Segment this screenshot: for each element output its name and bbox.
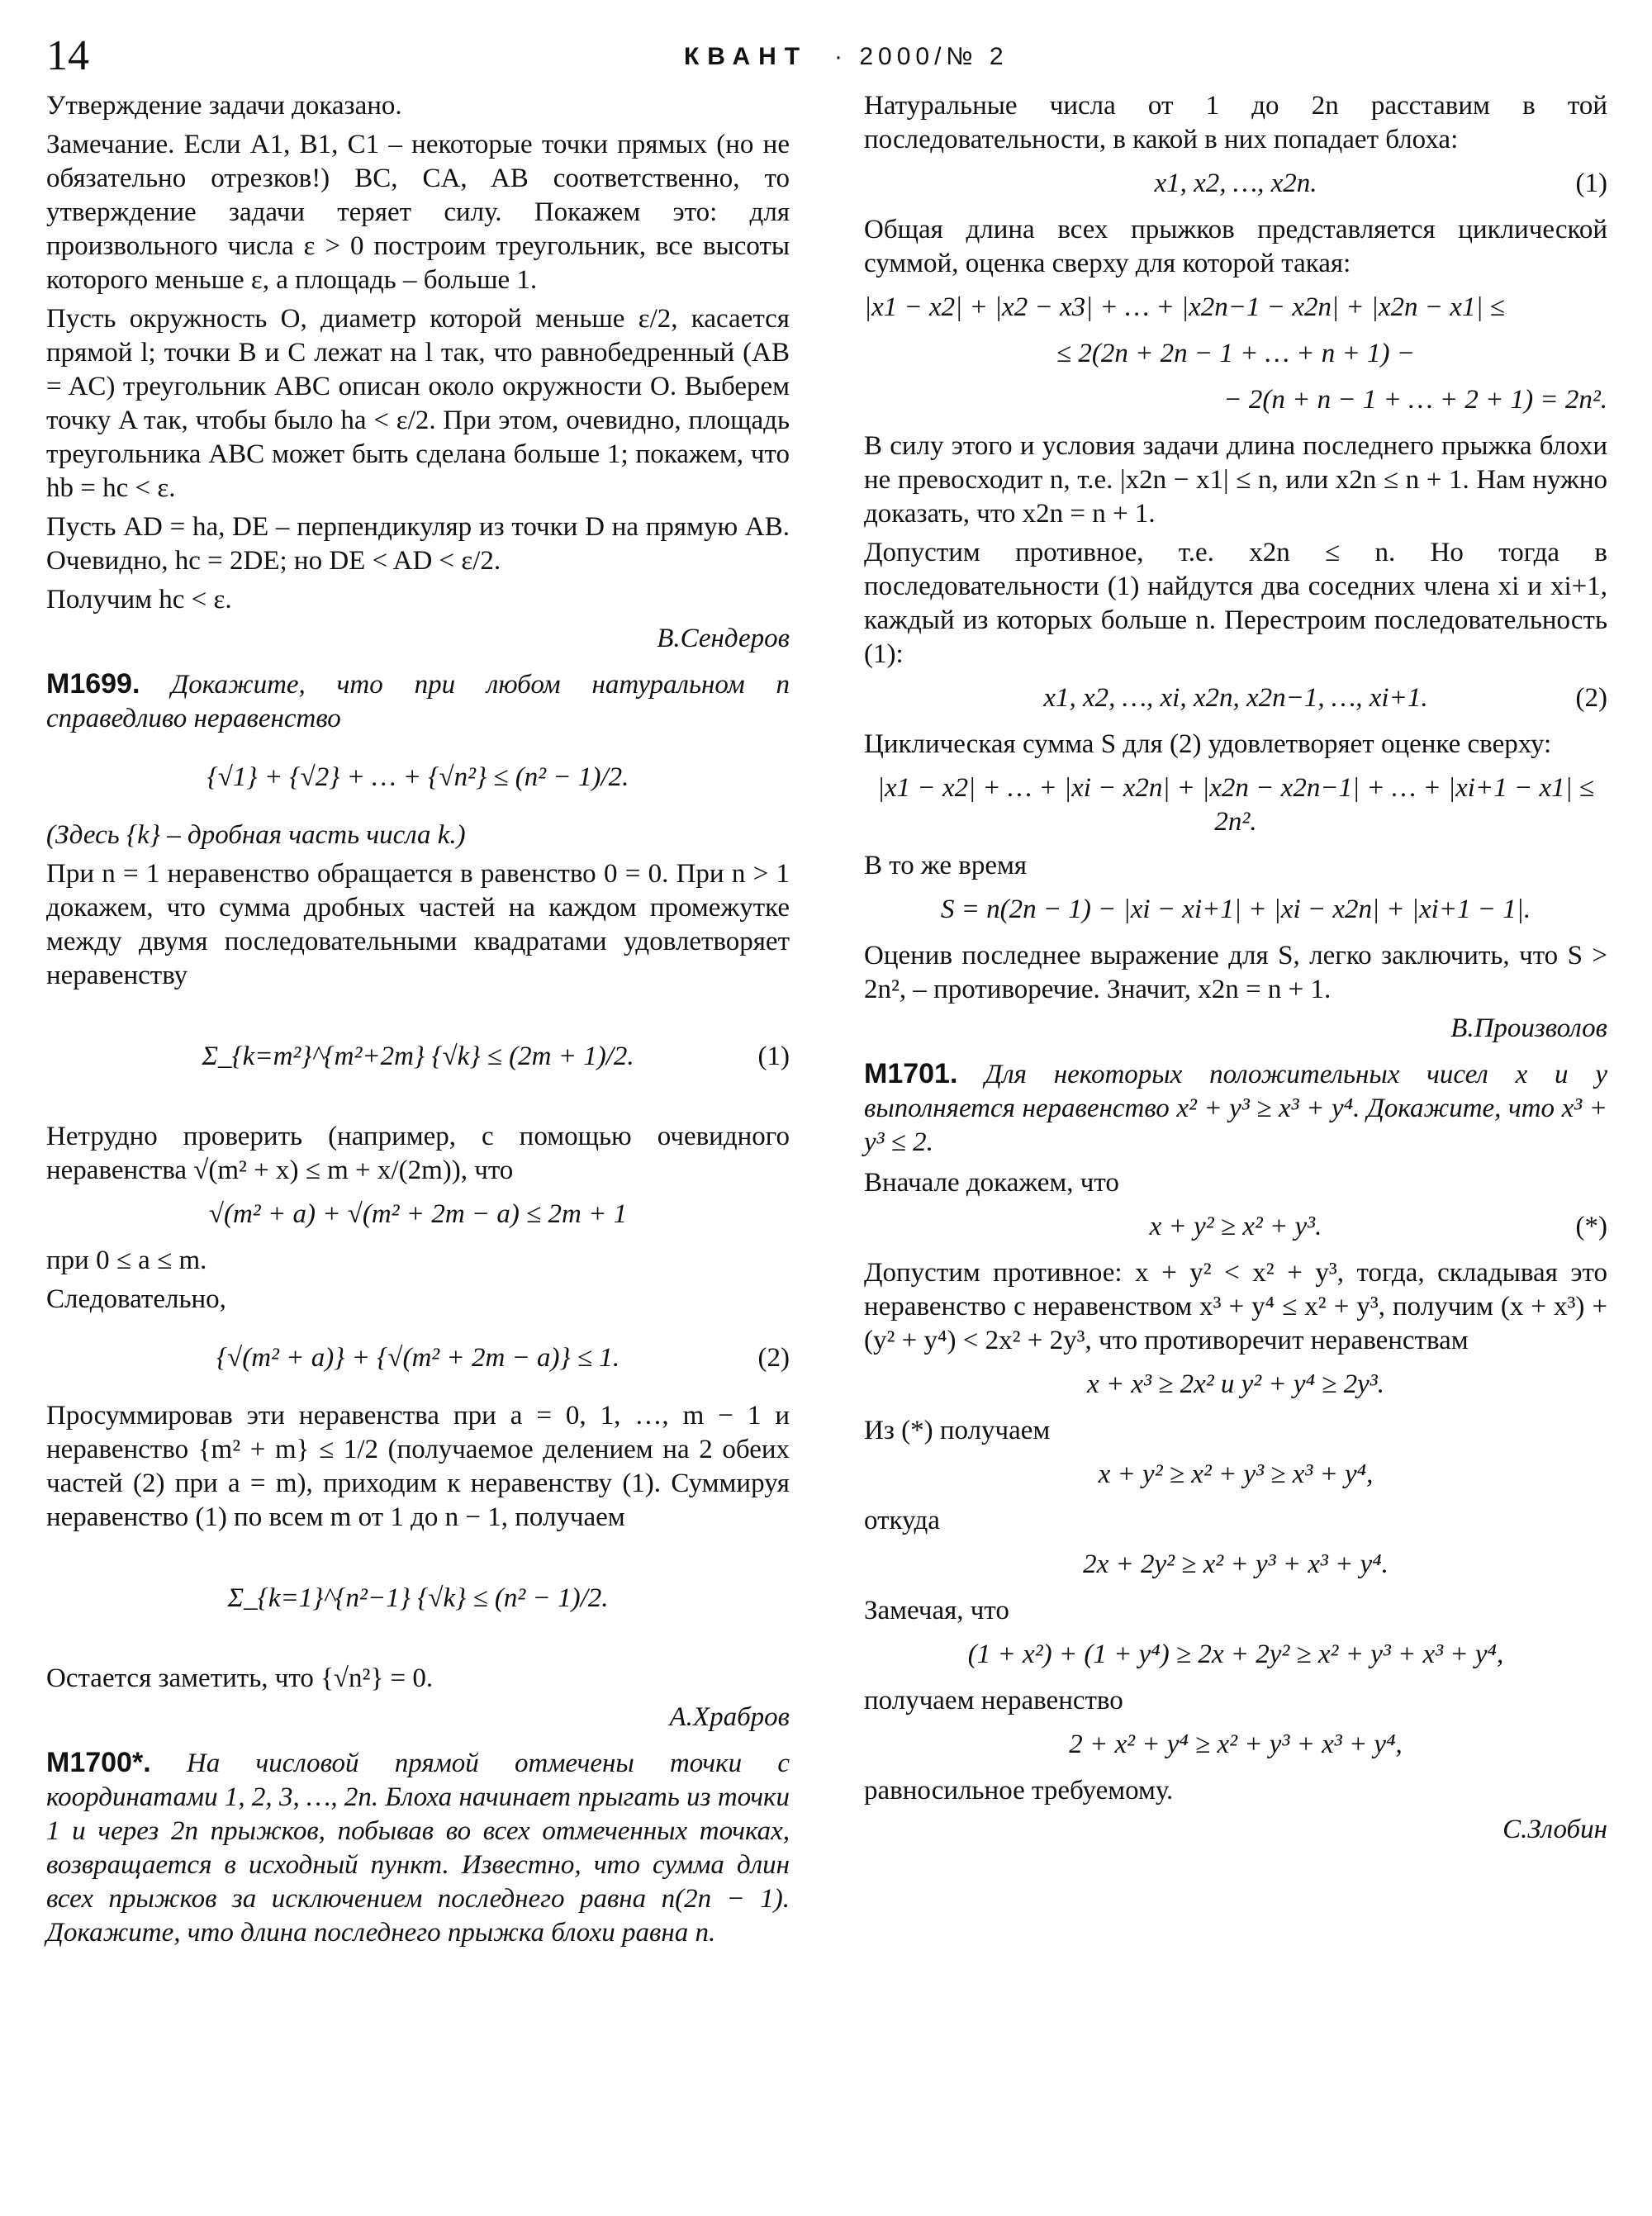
formula: |x1 − x2| + … + |xi − x2n| + |x2n − x2n−1| + … + |xi+1 − x1| ≤ 2n². xyxy=(876,773,1595,837)
paragraph: откуда xyxy=(864,1506,940,1535)
paragraph: Получим hc < ε. xyxy=(46,585,232,615)
formula: x + x³ ≥ 2x² и y² + y⁴ ≥ 2y³. xyxy=(1087,1369,1384,1399)
formula: − 2(n + n − 1 + … + 2 + 1) = 2n². xyxy=(1223,385,1607,415)
formula-star xyxy=(864,1210,1607,1246)
formula: {√1} + {√2} + … + {√n²} ≤ (n² − 1)/2. xyxy=(206,762,629,792)
formula-body: x1, x2, …, x2n. xyxy=(1154,168,1317,198)
problem-text: Докажите, что при любом натуральном n справедливо неравенство xyxy=(46,670,790,733)
formula-2 xyxy=(864,681,1607,718)
formula: 2x + 2y² ≥ x² + y³ + x³ + y⁴. xyxy=(1083,1549,1389,1579)
right-column xyxy=(864,89,1607,1858)
left-column xyxy=(46,89,790,1957)
paragraph: при 0 ≤ a ≤ m. xyxy=(46,1246,207,1275)
paragraph: Замечая, что xyxy=(864,1596,1009,1625)
formula: x + y² ≥ x² + y³ ≥ x³ + y⁴, xyxy=(1098,1459,1374,1489)
paragraph: Из (*) получаем xyxy=(864,1416,1051,1445)
page-number: 14 xyxy=(46,32,89,79)
formula: ≤ 2(2n + 2n − 1 + … + n + 1) − xyxy=(1056,339,1416,368)
formula-1 xyxy=(46,1003,790,1110)
problem-id: М1700*. xyxy=(46,1747,151,1778)
problem-statement xyxy=(864,1057,1607,1160)
formula-number: (1) xyxy=(1575,168,1607,198)
author-signature: В.Сендеров xyxy=(657,624,790,653)
formula-body: Σ_{k=m²}^{m²+2m} {√k} ≤ (2m + 1)/2. xyxy=(202,1042,634,1071)
paragraph: Оценив последнее выражение для S, легко заключить, что S > 2n², – противоречие. Значит, x2n = n + 1. xyxy=(864,941,1607,1004)
paragraph: Пусть окружность O, диаметр которой меньше ε/2, касается прямой l; точки B и C лежат на l так, что равнобедренный (AB = AC) треугольник ABC описан около окружности O. Выберем точку A так, чтобы было ha < ε/2. При этом, очевидно, площадь треугольника ABC может быть сделана больше 1; покажем, что hb = hc < ε. xyxy=(46,304,790,503)
paragraph: Просуммировав эти неравенства при a = 0, 1, …, m − 1 и неравенство {m² + m} ≤ 1/2 (получаемое делением на 2 обеих частей (2) при a = m), приходим к неравенству (1). Суммируя неравенство (1) по всем m от 1 до n − 1, получаем xyxy=(46,1401,790,1532)
paragraph: получаем неравенство xyxy=(864,1686,1123,1715)
formula-1 xyxy=(864,167,1607,203)
formula: Σ_{k=1}^{n²−1} {√k} ≤ (n² − 1)/2. xyxy=(227,1583,609,1613)
paragraph: Циклическая сумма S для (2) удовлетворяет оценке сверху: xyxy=(864,729,1552,759)
paragraph: Пусть AD = ha, DE – перпендикуляр из точки D на прямую AB. Очевидно, hc = 2DE; но DE < AD < ε/2. xyxy=(46,512,790,576)
formula-number: (1) xyxy=(757,1042,790,1071)
formula-number: (2) xyxy=(757,1343,790,1373)
formula-number: (*) xyxy=(1575,1212,1607,1241)
problem-id: М1701. xyxy=(864,1058,958,1089)
paragraph: Нетрудно проверить (например, с помощью очевидного неравенства √(m² + x) ≤ m + x/(2m)), что xyxy=(46,1122,790,1185)
paragraph: равносильное требуемому. xyxy=(864,1776,1174,1806)
paragraph: Допустим противное: x + y² < x² + y³, тогда, складывая это неравенство с неравенством x³ + y⁴ ≤ x² + y³, получим (x + x³) + (y² + y⁴) < 2x² + 2y³, что противоречит неравенствам xyxy=(864,1258,1607,1355)
paragraph: В силу этого и условия задачи длина последнего прыжка блохи не превосходит n, т.е. |x2n − x1| ≤ n, или x2n ≤ n + 1. Нам нужно доказать, что x2n = n + 1. xyxy=(864,431,1607,529)
paragraph: При n = 1 неравенство обращается в равенство 0 = 0. При n > 1 докажем, что сумма дробных частей на каждом промежутке между двумя последовательными квадратами удовлетворяет неравенству xyxy=(46,859,790,990)
author-signature: В.Произволов xyxy=(1450,1013,1607,1043)
remark-paragraph: Замечание. Если A1, B1, C1 – некоторые точки прямых (но не обязательно отрезков!) BC, CA, AB соответственно, то утверждение задачи теряет силу. Покажем это: для произвольного числа ε > 0 построим треугольник, все высоты которого меньше ε, а площадь – больше 1. xyxy=(46,130,790,295)
paragraph: Вначале докажем, что xyxy=(864,1168,1119,1198)
problem-note: (Здесь {k} – дробная часть числа k.) xyxy=(46,820,466,850)
formula: (1 + x²) + (1 + y⁴) ≥ 2x + 2y² ≥ x² + y³ + x³ + y⁴, xyxy=(967,1639,1504,1669)
journal-name: КВАНТ xyxy=(684,43,809,70)
problem-text: Для некоторых положительных чисел x и y выполняется неравенство x² + y³ ≥ x³ + y⁴. Докажите, что x³ + y³ ≤ 2. xyxy=(864,1060,1608,1157)
formula-body: x1, x2, …, xi, x2n, x2n−1, …, xi+1. xyxy=(1043,683,1428,713)
formula: |x1 − x2| + |x2 − x3| + … + |x2n−1 − x2n| + |x2n − x1| ≤ xyxy=(864,292,1505,322)
paragraph: Утверждение задачи доказано. xyxy=(46,91,402,121)
journal-issue: · 2000/№ 2 xyxy=(834,43,1009,70)
problem-id: М1699. xyxy=(46,668,140,700)
problem-text: На числовой прямой отмечены точки с координатами 1, 2, 3, …, 2n. Блоха начинает прыгать из точки 1 и через 2n прыжков, побывав во всех отмеченных точках, возвращается в исходный пункт. Известно, что сумма длин всех прыжков за исключением последнего равна n(2n − 1). Докажите, что длина последнего прыжка блохи равна n. xyxy=(46,1749,790,1948)
formula-number: (2) xyxy=(1575,683,1607,713)
author-signature: А.Храбров xyxy=(669,1702,790,1732)
paragraph: Следовательно, xyxy=(46,1284,226,1314)
formula: S = n(2n − 1) − |xi − xi+1| + |xi − x2n| + |xi+1 − 1|. xyxy=(940,894,1531,924)
paragraph: Остается заметить, что {√n²} = 0. xyxy=(46,1663,434,1693)
paragraph: Допустим противное, т.е. x2n ≤ n. Но тогда в последовательности (1) найдутся два соседних члена xi и xi+1, каждый из которых больше n. Перестроим последовательность (1): xyxy=(864,538,1607,669)
paragraph: В то же время xyxy=(864,851,1028,880)
author-signature: С.Злобин xyxy=(1502,1815,1607,1844)
formula-body: {√(m² + a)} + {√(m² + 2m − a)} ≤ 1. xyxy=(216,1343,620,1373)
paragraph: Натуральные числа от 1 до 2n расставим в той последовательности, в какой в них попадает блоха: xyxy=(864,91,1607,154)
formula: 2 + x² + y⁴ ≥ x² + y³ + x³ + y⁴, xyxy=(1069,1730,1403,1759)
formula-2 xyxy=(46,1326,790,1389)
problem-statement xyxy=(46,667,790,736)
paragraph: Общая длина всех прыжков представляется циклической суммой, оценка сверху для которой такая: xyxy=(864,215,1607,278)
formula-body: x + y² ≥ x² + y³. xyxy=(1149,1212,1322,1241)
formula: √(m² + a) + √(m² + 2m − a) ≤ 2m + 1 xyxy=(208,1199,628,1229)
problem-statement xyxy=(46,1746,790,1950)
